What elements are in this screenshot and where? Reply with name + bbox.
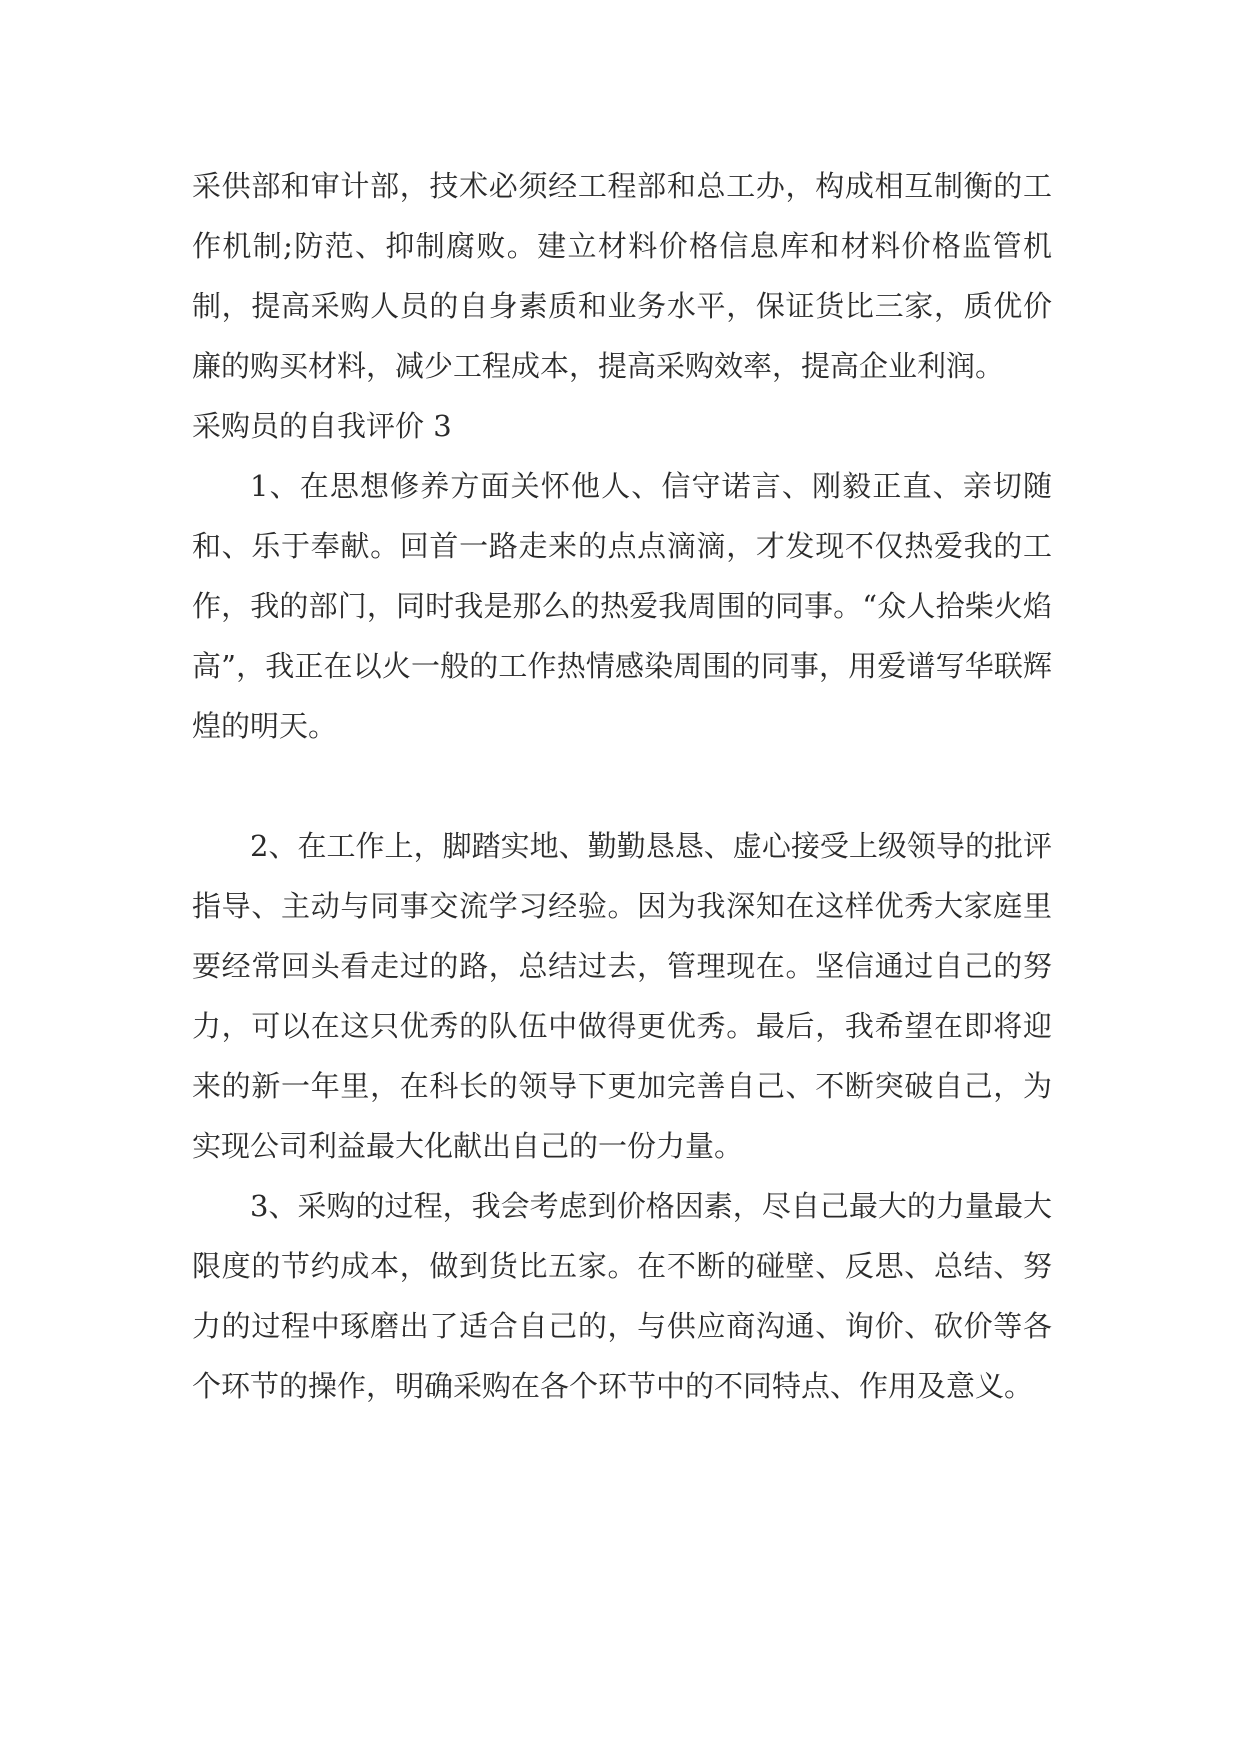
paragraph-3: 3、采购的过程，我会考虑到价格因素，尽自己最大的力量最大限度的节约成本，做到货比五家。在不断的碰壁、反思、总结、努力的过程中琢磨出了适合自己的，与供应商沟通、询价、砍价等各个环节的操作，明确采购在各个环节中的不同特点、作用及意义。 [192,1189,1052,1403]
section-title: 采购员的自我评价 3 [192,409,452,443]
paragraph-spacer [192,756,1052,816]
paragraph-1: 1、在思想修养方面关怀他人、信守诺言、刚毅正直、亲切随和、乐于奉献。回首一路走来的点点滴滴，才发现不仅热爱我的工作，我的部门，同时我是那么的热爱我周围的同事。“众人拾柴火焰高”，我正在以火一般的工作热情感染周围的同事，用爱谱写华联辉煌的明天。 [192,469,1052,743]
paragraph-2: 2、在工作上，脚踏实地、勤勤恳恳、虚心接受上级领导的批评指导、主动与同事交流学习经验。因为我深知在这样优秀大家庭里要经常回头看走过的路，总结过去，管理现在。坚信通过自己的努力，可以在这只优秀的队伍中做得更优秀。最后，我希望在即将迎来的新一年里，在科长的领导下更加完善自己、不断突破自己，为实现公司利益最大化献出自己的一份力量。 [192,829,1052,1163]
continued-paragraph: 采供部和审计部，技术必须经工程部和总工办，构成相互制衡的工作机制;防范、抑制腐败。建立材料价格信息库和材料价格监管机制，提高采购人员的自身素质和业务水平，保证货比三家，质优价廉的购买材料，减少工程成本，提高采购效率，提高企业利润。 [192,169,1052,383]
document-body [192,156,1052,1416]
